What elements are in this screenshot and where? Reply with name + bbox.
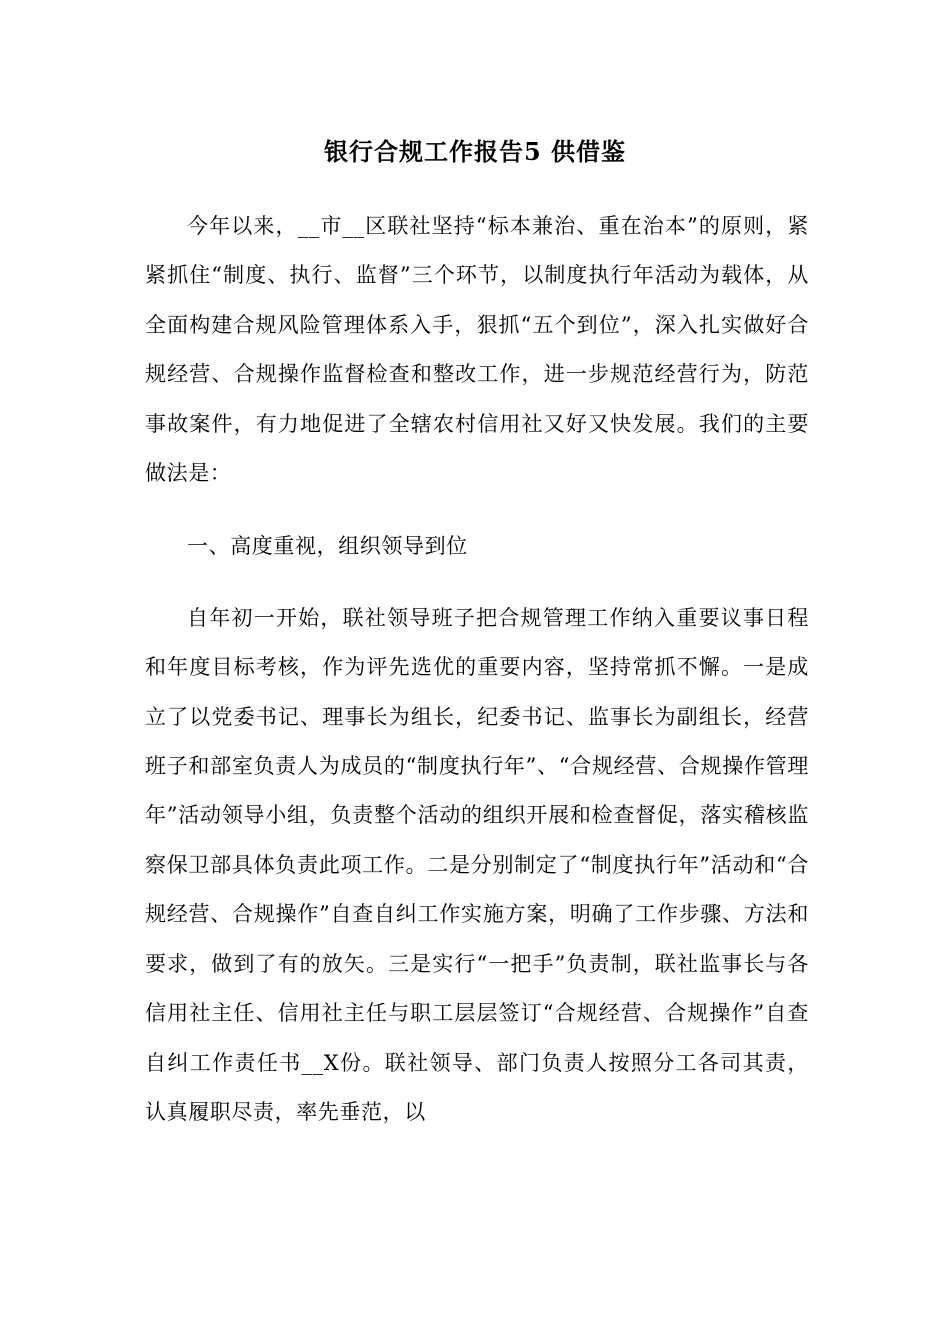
paragraph-intro: 今年以来，__市__区联社坚持“标本兼治、重在治本”的原则，紧紧抓住“制度、执行、监督”三个环节，以制度执行年活动为载体，从全面构建合规风险管理体系入手，狠抓“五个到位”，深入扎实做好合规经营、合规操作监督检查和整改工作，进一步规范经营行为，防范事故案件，有力地促进了全辖农村信用社又好又快发展。我们的主要做法是：	[145, 214, 809, 486]
document-title: 银行合规工作报告5 供借鉴	[323, 137, 627, 166]
paragraph-section-1: 自年初一开始，联社领导班子把合规管理工作纳入重要议事日程和年度目标考核，作为评先选优的重要内容，坚持常抓不懈。一是成立了以党委书记、理事长为组长，纪委书记、监事长为副组长，经营班子和部室负责人为成员的“制度执行年”、“合规经营、合规操作管理年”活动领导小组，负责整个活动的组织开展和检查督促，落实稽核监察保卫部具体负责此项工作。二是分别制定了“制度执行年”活动和“合规经营、合规操作”自查自纠工作实施方案，明确了工作步骤、方法和要求，做到了有的放矢。三是实行“一把手”负责制，联社监事长与各信用社主任、信用社主任与职工层层签订“合规经营、合规操作”自查自纠工作责任书__X份。联社领导、部门负责人按照分工各司其责，认真履职尽责，率先垂范，以	[145, 605, 809, 1124]
section-heading-1: 一、高度重视，组织领导到位	[187, 534, 468, 559]
document-body	[145, 202, 809, 1137]
